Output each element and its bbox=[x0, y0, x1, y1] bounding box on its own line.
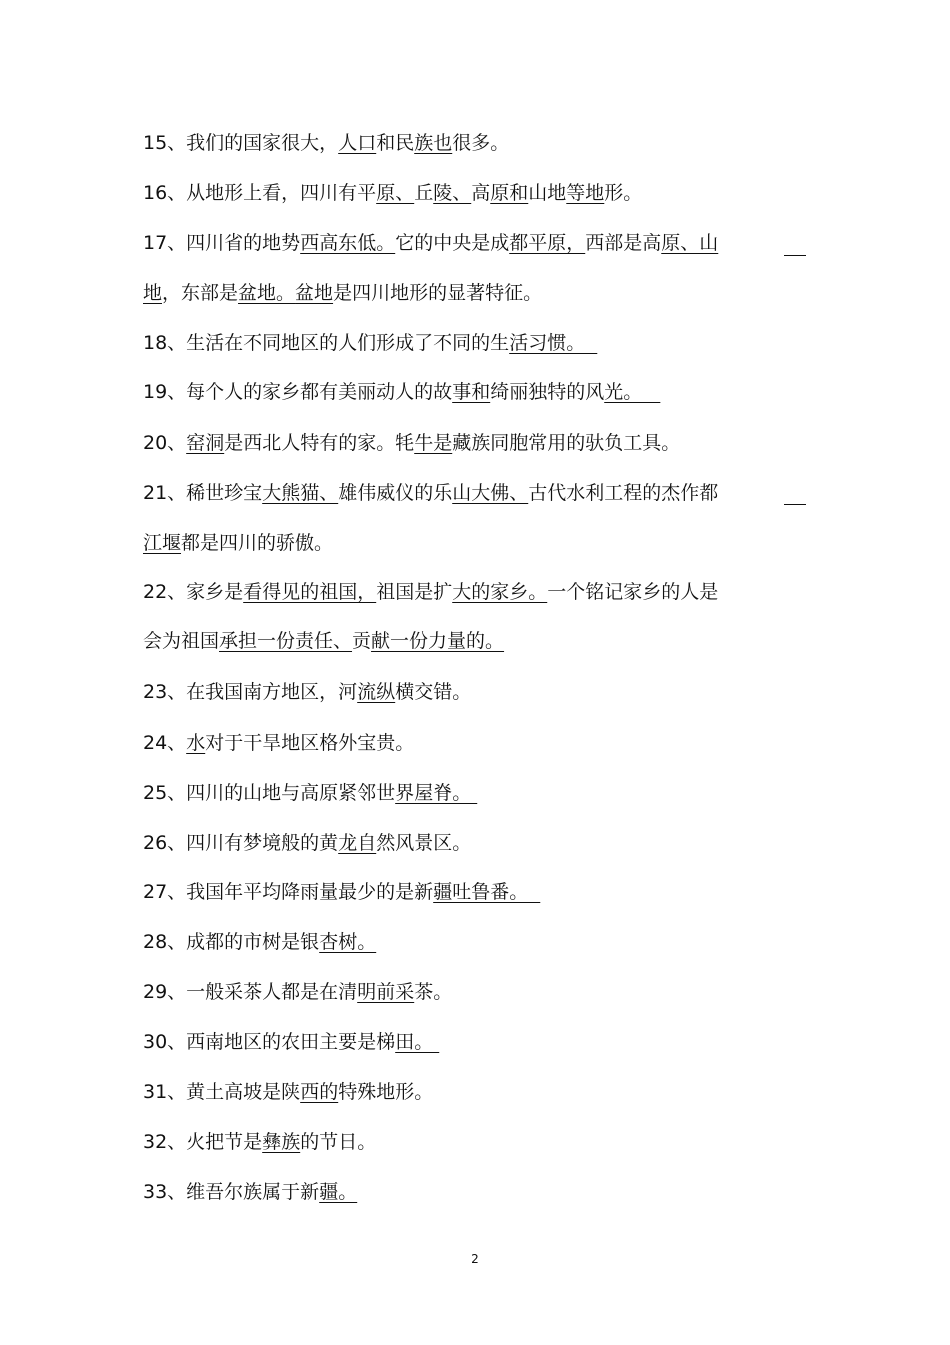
answer-blank: 界屋脊。 bbox=[395, 782, 478, 804]
answer-blank: 山大佛、 bbox=[452, 482, 529, 504]
answer-blank: 田。 bbox=[395, 1031, 440, 1053]
item-19: 19、每个人的家乡都有美丽动人的故事和绮丽独特的风光。 bbox=[143, 381, 661, 403]
item-17: 17、四川省的地势西高东低。它的中央是成都平原，西部是高原、山 bbox=[143, 232, 719, 254]
answer-blank: 流纵 bbox=[357, 681, 396, 703]
item-27: 27、我国年平均降雨量最少的是新疆吐鲁番。 bbox=[143, 881, 541, 903]
item-21-cont: 江堰都是四川的骄傲。 bbox=[143, 532, 334, 554]
item-32: 32、火把节是彝族的节日。 bbox=[143, 1131, 377, 1153]
item-33: 33、维吾尔族属于新疆。 bbox=[143, 1181, 358, 1203]
item-15: 15、我们的国家很大，人口和民族也很多。 bbox=[143, 132, 510, 154]
page-number: 2 bbox=[471, 1252, 479, 1266]
item-24: 24、水对于干旱地区格外宝贵。 bbox=[143, 732, 415, 754]
answer-blank: 族也 bbox=[414, 132, 453, 154]
answer-blank: 原和 bbox=[490, 182, 529, 204]
answer-blank: 等地 bbox=[566, 182, 605, 204]
answer-blank: 盆地。 bbox=[238, 282, 296, 304]
answer-blank: 地 bbox=[143, 282, 163, 304]
blank-line bbox=[784, 504, 806, 505]
answer-blank: 看得见的祖国， bbox=[243, 581, 377, 603]
answer-blank: 水 bbox=[186, 732, 206, 754]
answer-blank: 西的 bbox=[300, 1081, 339, 1103]
item-22: 22、家乡是看得见的祖国，祖国是扩大的家乡。一个铭记家乡的人是 bbox=[143, 581, 719, 603]
item-29: 29、一般采茶人都是在清明前采茶。 bbox=[143, 981, 453, 1003]
answer-blank: 大的家乡。 bbox=[452, 581, 548, 603]
answer-blank: 人口 bbox=[338, 132, 377, 154]
item-25: 25、四川的山地与高原紧邻世界屋脊。 bbox=[143, 782, 478, 804]
answer-blank: 西高东低。 bbox=[300, 232, 396, 254]
answer-blank: 原、 bbox=[376, 182, 415, 204]
answer-blank: 大熊猫、 bbox=[262, 482, 339, 504]
item-23: 23、在我国南方地区，河流纵横交错。 bbox=[143, 681, 472, 703]
blank-line bbox=[784, 255, 806, 256]
answer-blank: 明前采 bbox=[357, 981, 415, 1003]
answer-blank: 疆吐鲁番。 bbox=[433, 881, 541, 903]
item-17-cont: 地，东部是盆地。盆地是四川地形的显著特征。 bbox=[143, 282, 543, 304]
answer-blank: 龙自 bbox=[338, 832, 377, 854]
answer-blank: 献一份力量的。 bbox=[371, 630, 505, 652]
item-16: 16、从地形上看，四川有平原、丘陵、高原和山地等地形。 bbox=[143, 182, 643, 204]
item-18: 18、生活在不同地区的人们形成了不同的生活习惯。 bbox=[143, 332, 598, 354]
answer-blank: 陵、 bbox=[433, 182, 472, 204]
answer-blank: 活习惯。 bbox=[509, 332, 598, 354]
answer-blank: 光。 bbox=[604, 381, 661, 403]
item-26: 26、四川有梦境般的黄龙自然风景区。 bbox=[143, 832, 472, 854]
answer-blank: 原、山 bbox=[661, 232, 719, 254]
item-28: 28、成都的市树是银杏树。 bbox=[143, 931, 377, 953]
answer-blank: 江堰 bbox=[143, 532, 182, 554]
item-21: 21、稀世珍宝大熊猫、雄伟威仪的乐山大佛、古代水利工程的杰作都 bbox=[143, 482, 719, 504]
answer-blank: 承担一份责任、 bbox=[219, 630, 353, 652]
answer-blank: 牛是 bbox=[414, 432, 453, 454]
answer-blank: 事和 bbox=[452, 381, 491, 403]
answer-blank: 都平原， bbox=[509, 232, 586, 254]
answer-blank: 彝族 bbox=[262, 1131, 301, 1153]
item-22-cont: 会为祖国承担一份责任、贡献一份力量的。 bbox=[143, 630, 505, 652]
answer-blank: 窑洞 bbox=[186, 432, 225, 454]
answer-blank: 杏树。 bbox=[319, 931, 377, 953]
item-30: 30、西南地区的农田主要是梯田。 bbox=[143, 1031, 440, 1053]
item-20: 20、窑洞是西北人特有的家。牦牛是藏族同胞常用的驮负工具。 bbox=[143, 432, 681, 454]
answer-blank: 盆地 bbox=[295, 282, 334, 304]
item-31: 31、黄土高坡是陕西的特殊地形。 bbox=[143, 1081, 434, 1103]
answer-blank: 疆。 bbox=[319, 1181, 358, 1203]
